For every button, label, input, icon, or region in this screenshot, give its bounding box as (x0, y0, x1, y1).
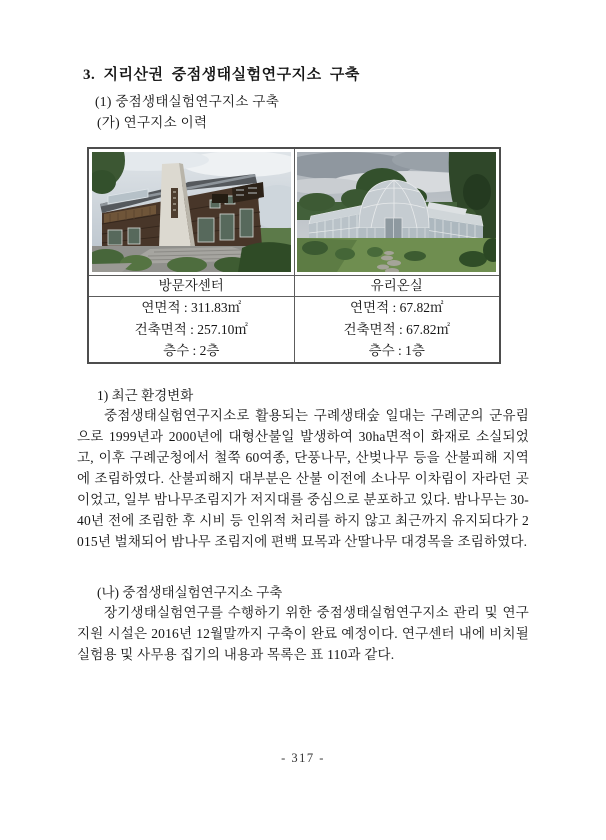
greenhouse-specs (294, 297, 500, 363)
spec-total-floor-area: 연면적 : 67.82㎡ (350, 300, 444, 315)
spec-building-area: 건축면적 : 67.82㎡ (343, 321, 451, 337)
facility-name-greenhouse: 유리온실 (294, 276, 500, 297)
visitor-center-photo-cell (88, 148, 294, 276)
greenhouse-photo (297, 152, 496, 272)
section-2-paragraph: 장기생태실험연구를 수행하기 위한 중점생태실험연구지소 관리 및 연구지원 시설은 2016년 12월말까지 구축이 완료 예정이다. 연구센터 내에 비치될 실험용 및 사무용 집기의 내용과 목록은 표 110과 같다. (77, 605, 529, 662)
page-number: - 317 - (281, 751, 325, 765)
spec-building-area: 건축면적 : 257.10㎡ (134, 321, 248, 337)
section-1-heading: 1) 최근 환경변화 (97, 388, 194, 403)
photo-row (88, 148, 500, 276)
spec-floors: 층수 : 2층 (163, 343, 220, 358)
spec-row (88, 297, 500, 363)
facility-comparison-table (87, 147, 501, 364)
visitor-center-specs (88, 297, 294, 363)
spec-floors: 층수 : 1층 (368, 343, 425, 358)
page-title: 3. 지리산권 중점생태실험연구지소 구축 (83, 67, 360, 83)
section-1-paragraph: 중점생태실험연구지소로 활용되는 구례생태숲 일대는 구례군의 군유림으로 1999년과 2000년에 대형산불일 발생하여 30ha면적이 화재로 소실되었고, 이후 구례군청에서 철쭉 60여종, 단풍나무, 산벚나무 등을 산불피해 지역에 조림하였다. 산불피해지 대부분은 산불 이전에 소나무 이차림이 자라던 곳이었고, 일부 밤나무조림지가 저지대를 중심으로 분포하고 있다. 밤나무는 30-40년 전에 조림한 후 시비 등 인위적 처리를 하지 않고 최근까지 유지되다가 2015년 벌채되어 밤나무 조림지에 편백 묘목과 산딸나무 대경목을 조림하였다. (77, 408, 529, 549)
greenhouse-photo-cell (294, 148, 500, 276)
subsection-1-title: (1) 중점생태실험연구지소 구축 (95, 94, 280, 109)
section-2-heading: (나) 중점생태실험연구지소 구축 (97, 585, 283, 600)
subsection-2-title: (가) 연구지소 이력 (97, 115, 208, 130)
visitor-center-photo (92, 152, 291, 272)
name-row (88, 276, 500, 297)
spec-total-floor-area: 연면적 : 311.83㎡ (141, 300, 242, 315)
facility-name-visitor-center: 방문자센터 (88, 276, 294, 297)
